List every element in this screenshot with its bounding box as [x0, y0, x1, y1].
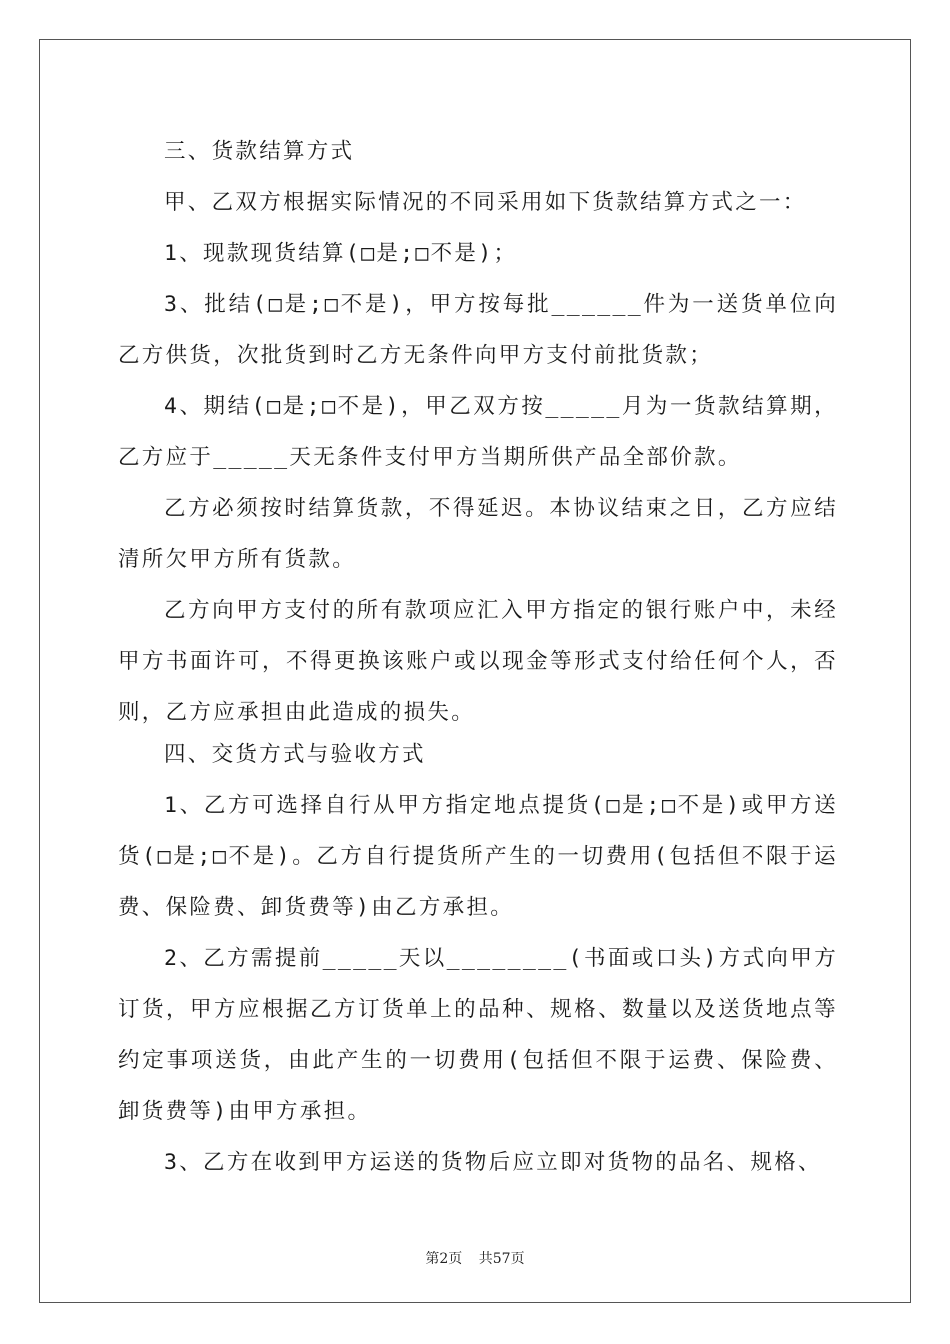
list-item: 4、期结(□是;□不是)，甲乙双方按_____月为一货款结算期，乙方应于_____天无条件支付甲方当期所供产品全部价款。	[118, 394, 838, 470]
paragraph: 甲、乙双方根据实际情况的不同采用如下货款结算方式之一：	[164, 190, 807, 215]
paragraph: 乙方必须按时结算货款，不得延迟。本协议结束之日，乙方应结清所欠甲方所有货款。	[118, 496, 838, 572]
section-heading-delivery: 四、交货方式与验收方式	[164, 742, 426, 767]
page-footer	[0, 1248, 950, 1268]
list-item: 1、乙方可选择自行从甲方指定地点提货(□是;□不是)或甲方送货(□是;□不是)。乙方自行提货所产生的一切费用(包括但不限于运费、保险费、卸货费等)由乙方承担。	[118, 793, 838, 920]
section-heading-payment: 三、货款结算方式	[164, 139, 355, 164]
list-item: 3、乙方在收到甲方运送的货物后应立即对货物的品名、规格、	[164, 1150, 822, 1175]
list-item: 1、现款现货结算(□是;□不是)；	[164, 241, 518, 266]
paragraph: 乙方向甲方支付的所有款项应汇入甲方指定的银行账户中，未经甲方书面许可，不得更换该账户或以现金等形式支付给任何个人，否则，乙方应承担由此造成的损失。	[118, 598, 838, 725]
page-number: 第2页	[425, 1251, 463, 1267]
list-item: 3、批结(□是;□不是)，甲方按每批______件为一送货单位向乙方供货，次批货到时乙方无条件向甲方支付前批货款；	[118, 292, 838, 368]
list-item: 2、乙方需提前_____天以________(书面或口头)方式向甲方订货，甲方应根据乙方订货单上的品种、规格、数量以及送货地点等约定事项送货，由此产生的一切费用(包括但不限于运费、保险费、卸货费等)由甲方承担。	[118, 946, 838, 1124]
page-total: 共57页	[478, 1251, 525, 1267]
